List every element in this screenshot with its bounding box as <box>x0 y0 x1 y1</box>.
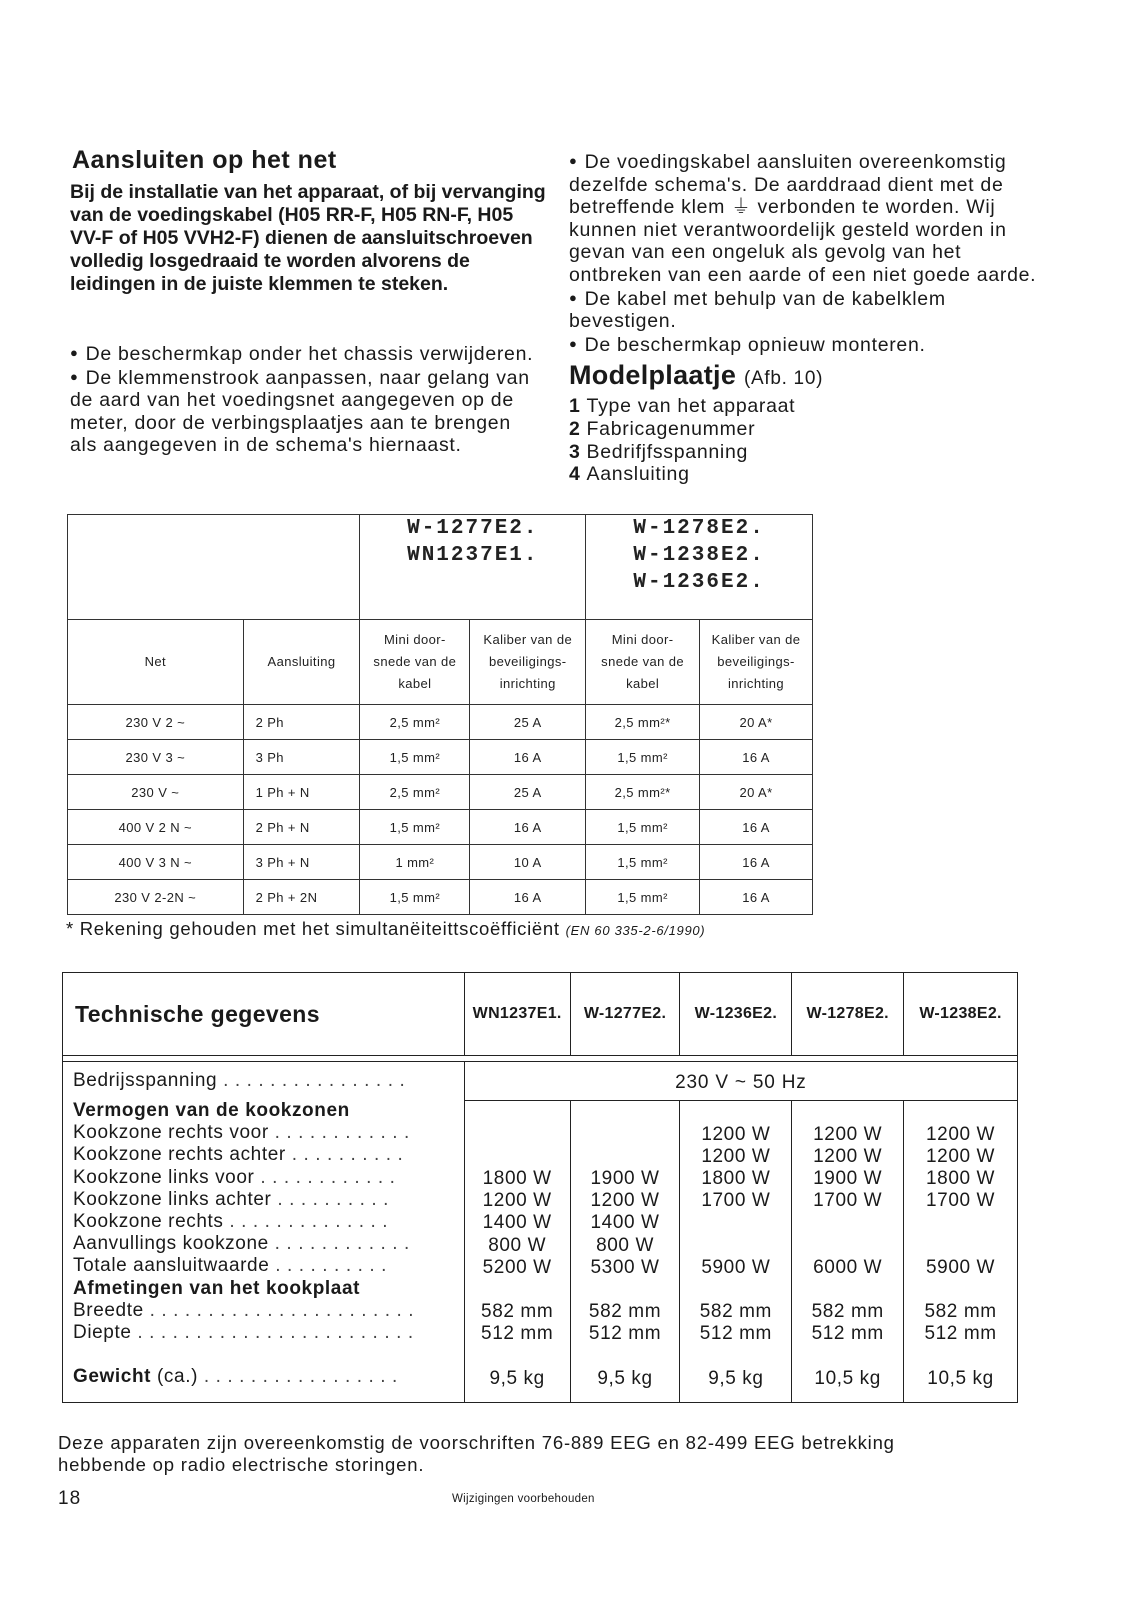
value-cell: 6000 W <box>813 1256 883 1278</box>
value-cell <box>793 1235 902 1257</box>
item-number: 3 <box>569 440 581 463</box>
item-number: 2 <box>569 417 581 440</box>
value-cell: 9,5 kg <box>489 1367 545 1389</box>
section-title-modelplaatje <box>569 359 1039 395</box>
value-cell <box>572 1146 679 1168</box>
table-row <box>68 845 813 880</box>
dot-leader: . . . . . . . . . . <box>271 1188 390 1210</box>
value-cell: 1200 W <box>482 1190 552 1212</box>
dot-leader: . . . . . . . . . . . . . . . . . . . . . . . . <box>131 1321 414 1343</box>
row-label <box>73 1366 463 1388</box>
model-code: WN1237E1. <box>407 544 539 567</box>
cell-kaliber: 16 A <box>700 740 813 775</box>
bullet-item: ● De beschermkap opnieuw monteren. <box>569 333 1039 357</box>
dot-leader: . . . . . . . . . . <box>285 1144 404 1166</box>
tech-body-row <box>63 1100 1018 1403</box>
figure-reference: (Afb. 10) <box>743 368 824 390</box>
value-cell: 1400 W <box>482 1212 552 1234</box>
value-cell: 1200 W <box>926 1123 996 1145</box>
row-label <box>73 1144 463 1166</box>
cell-doorsnede: 2,5 mm² <box>360 775 470 810</box>
cell-kaliber: 20 A* <box>700 775 813 810</box>
dot-leader: . . . . . . . . . . . . <box>254 1166 396 1188</box>
label-text: Kookzone rechts achter <box>73 1144 286 1166</box>
voltage-value: 230 V ~ 50 Hz <box>464 1062 1017 1101</box>
dot-leader: . . . . . . . . . . . . . . . . <box>217 1070 406 1091</box>
value-cell: 1800 W <box>482 1168 552 1190</box>
value-cell: 800 W <box>488 1234 547 1256</box>
value-cell <box>681 1235 790 1257</box>
empty-header-cell <box>68 515 360 620</box>
cell-doorsnede: 2,5 mm²* <box>586 705 700 740</box>
value-cell <box>905 1235 1016 1257</box>
value-cell: 10,5 kg <box>927 1367 994 1389</box>
cell-kaliber: 25 A <box>470 775 586 810</box>
value-cell <box>793 1102 902 1124</box>
cell-kaliber: 10 A <box>470 845 586 880</box>
value-cell: 800 W <box>596 1234 654 1256</box>
value-cell: 1700 W <box>701 1190 771 1212</box>
cell-kaliber: 16 A <box>470 880 586 915</box>
value-cell: 9,5 kg <box>597 1367 653 1389</box>
table-row <box>68 810 813 845</box>
tech-labels <box>63 1100 465 1403</box>
label-text: Aanvullings kookzone <box>73 1233 269 1255</box>
cell-doorsnede: 1,5 mm² <box>586 880 700 915</box>
col-header-net: Net <box>68 620 244 705</box>
model-code: W-1236E2. <box>633 571 765 594</box>
value-cell <box>466 1146 569 1168</box>
cell-aansluiting: 1 Ph + N <box>243 775 360 810</box>
value-cell: 5900 W <box>701 1256 771 1278</box>
value-cell: 1200 W <box>813 1145 883 1167</box>
item-text: Type van het apparaat <box>586 395 796 418</box>
model-code: W-1238E2. <box>633 544 765 567</box>
group-heading: Vermogen van de kookzonen <box>73 1100 350 1121</box>
technical-data-table <box>62 972 1018 1403</box>
value-cell <box>905 1279 1016 1301</box>
value-cell: 1400 W <box>590 1212 660 1234</box>
bullet-item: ● De beschermkap onder het chassis verwijderen. <box>70 342 540 366</box>
model-values <box>680 1100 792 1403</box>
item-text: Bedrifjfsspanning <box>586 440 749 463</box>
label-text: Kookzone links achter <box>73 1188 272 1210</box>
table-footnote <box>66 918 705 940</box>
group-heading: Afmetingen van het kookplaat <box>73 1277 361 1299</box>
modelplaatje-item <box>569 395 1039 418</box>
model-values <box>792 1100 904 1403</box>
column-header-row <box>68 620 813 705</box>
cell-aansluiting: 3 Ph <box>243 740 360 775</box>
bullet-item: ● De kabel met behulp van de kabelklem bevestigen. <box>569 287 1039 333</box>
item-text: Fabricagenummer <box>586 417 756 440</box>
regulation-note: Deze apparaten zijn overeenkomstig de voorschriften 76-889 EEG en 82-499 EEG betrekking hebbende op radio electrische storingen. <box>58 1432 895 1475</box>
row-label <box>73 1255 463 1277</box>
cell-kaliber: 20 A* <box>700 705 813 740</box>
cell-doorsnede: 1,5 mm² <box>360 880 470 915</box>
cell-kaliber: 16 A <box>700 810 813 845</box>
row-label <box>73 1322 463 1344</box>
value-cell <box>572 1279 679 1301</box>
col-header-doorsnede: Mini door- snede van de kabel <box>360 620 470 705</box>
cell-kaliber: 16 A <box>470 740 586 775</box>
model-group-1 <box>360 515 586 620</box>
model-column-header: W-1238E2. <box>904 973 1018 1056</box>
cell-doorsnede: 1 mm² <box>360 845 470 880</box>
value-cell: 512 mm <box>481 1323 554 1345</box>
value-cell <box>905 1102 1016 1124</box>
model-values <box>904 1100 1018 1403</box>
table-row <box>68 880 813 915</box>
value-cell: 5300 W <box>590 1256 660 1278</box>
value-cell: 582 mm <box>588 1301 662 1323</box>
model-column-header: W-1277E2. <box>570 973 680 1056</box>
value-cell <box>466 1279 569 1301</box>
value-cell: 582 mm <box>924 1301 997 1323</box>
voltage-row <box>63 1062 1018 1101</box>
row-label <box>73 1233 463 1255</box>
cell-kaliber: 16 A <box>470 810 586 845</box>
model-code: W-1277E2. <box>407 517 539 540</box>
table-row <box>68 740 813 775</box>
table-row <box>68 775 813 810</box>
value-cell: 1800 W <box>926 1168 996 1190</box>
model-code: W-1278E2. <box>633 517 765 540</box>
cell-net: 230 V 2 ~ <box>68 705 244 740</box>
connection-table <box>67 514 813 915</box>
value-cell: 512 mm <box>924 1323 997 1345</box>
row-label <box>73 1211 463 1233</box>
row-label <box>73 1167 463 1189</box>
row-label <box>73 1122 463 1144</box>
cell-net: 230 V 3 ~ <box>68 740 244 775</box>
col-header-kaliber: Kaliber van de beveiligings- inrichting <box>470 620 586 705</box>
value-cell: 10,5 kg <box>814 1367 881 1389</box>
label-text: Kookzone rechts voor <box>73 1122 269 1144</box>
value-cell: 1900 W <box>590 1168 660 1190</box>
modelplaatje-item <box>569 463 1039 486</box>
dot-leader: . . . . . . . . . . . . <box>268 1233 410 1255</box>
table-row <box>68 705 813 740</box>
item-number: 1 <box>569 395 581 418</box>
label-suffix: (ca.) <box>157 1366 198 1388</box>
right-column <box>569 150 1039 486</box>
value-cell: 512 mm <box>588 1323 662 1345</box>
modelplaatje-item <box>569 418 1039 441</box>
model-column-header: WN1237E1. <box>464 973 570 1056</box>
cell-aansluiting: 3 Ph + N <box>243 845 360 880</box>
tech-header-row <box>63 973 1018 1056</box>
cell-doorsnede: 1,5 mm² <box>586 845 700 880</box>
row-label <box>73 1189 463 1211</box>
footer-note: Wijzigingen voorbehouden <box>452 1493 595 1505</box>
value-cell: 1700 W <box>926 1190 996 1212</box>
cell-aansluiting: 2 Ph <box>243 705 360 740</box>
value-cell <box>466 1102 569 1124</box>
cell-doorsnede: 1,5 mm² <box>586 810 700 845</box>
value-cell: 1200 W <box>813 1123 883 1145</box>
model-values <box>464 1100 570 1403</box>
value-cell <box>793 1279 902 1301</box>
dot-leader: . . . . . . . . . . . . . . . . . . . . . . . <box>143 1299 415 1321</box>
dot-leader: . . . . . . . . . . . . . . <box>223 1210 389 1232</box>
cell-net: 230 V 2-2N ~ <box>68 880 244 915</box>
label-text: Kookzone links voor <box>73 1166 255 1188</box>
cell-doorsnede: 1,5 mm² <box>586 740 700 775</box>
dot-leader: . . . . . . . . . . . . . . . . . <box>198 1366 398 1388</box>
cell-doorsnede: 1,5 mm² <box>360 740 470 775</box>
model-column-header: W-1236E2. <box>680 973 792 1056</box>
model-group-2 <box>586 515 813 620</box>
label-text: Breedte <box>73 1299 144 1321</box>
value-cell: 582 mm <box>699 1301 772 1323</box>
cell-net: 230 V ~ <box>68 775 244 810</box>
item-number: 4 <box>569 463 581 486</box>
value-cell: 5900 W <box>926 1256 996 1278</box>
model-code-header-row <box>68 515 813 620</box>
cell-kaliber: 16 A <box>700 880 813 915</box>
cell-kaliber: 25 A <box>470 705 586 740</box>
value-cell: 582 mm <box>811 1301 884 1323</box>
cell-aansluiting: 2 Ph + 2N <box>243 880 360 915</box>
cell-aansluiting: 2 Ph + N <box>243 810 360 845</box>
dot-leader: . . . . . . . . . . <box>269 1255 387 1277</box>
value-cell: 1800 W <box>701 1168 771 1190</box>
footnote-text: * Rekening gehouden met het simultanëiteittscoëfficiënt <box>66 918 560 939</box>
item-text: Aansluiting <box>586 463 690 486</box>
voltage-label: Bedrijsspanning <box>73 1070 218 1091</box>
value-cell <box>681 1212 790 1234</box>
cell-doorsnede: 2,5 mm²* <box>586 775 700 810</box>
intro-bold-paragraph: Bij de installatie van het apparaat, of bij vervanging van de voedingskabel (H05 RR-F, H05 RN-F, H05 VV-F of H05 VVH2-F) dienen de aansluitschroeven volledig losgedraaid te worden alvorens de leidingen in de juiste klemmen te steken. <box>70 181 546 295</box>
bullet-item: ● De klemmenstrook aanpassen, naar gelang van de aard van het voedingsnet aangegeven op de meter, door de verbingsplaatjes aan te brengen als aangegeven in de schema's hiernaast. <box>70 366 540 457</box>
footnote-reference: (EN 60 335-2-6/1990) <box>565 923 706 938</box>
value-cell <box>681 1279 790 1301</box>
value-cell: 1700 W <box>813 1190 883 1212</box>
tech-title: Technische gegevens <box>63 973 465 1056</box>
cell-doorsnede: 2,5 mm² <box>360 705 470 740</box>
model-values <box>570 1100 680 1403</box>
cell-doorsnede: 1,5 mm² <box>360 810 470 845</box>
value-cell: 9,5 kg <box>708 1367 764 1389</box>
value-cell: 512 mm <box>811 1323 884 1345</box>
value-cell: 1200 W <box>701 1145 771 1167</box>
voltage-label-cell <box>63 1062 465 1101</box>
bullet-item: ● De voedingskabel aansluiten overeenkomstig dezelfde schema's. De aarddraad dient met de betreffende klem ⏚ verbonden te worden. Wij kunnen niet verantwoordelijk gesteld worden in gevan van een ongeluk als gevolg van het ontbreken van een aarde of een niet goede aarde. <box>569 150 1039 287</box>
label-text: Diepte <box>73 1321 132 1343</box>
row-label <box>73 1300 463 1322</box>
value-cell <box>681 1102 790 1124</box>
value-cell <box>905 1212 1016 1234</box>
value-cell: 1200 W <box>926 1145 996 1167</box>
col-header-kaliber: Kaliber van de beveiligings- inrichting <box>700 620 813 705</box>
value-cell: 1200 W <box>701 1123 771 1145</box>
model-column-header: W-1278E2. <box>792 973 904 1056</box>
modelplaatje-item <box>569 441 1039 464</box>
modelplaatje-title: Modelplaatje <box>569 360 737 391</box>
value-cell: 1200 W <box>590 1190 660 1212</box>
value-cell <box>793 1212 902 1234</box>
value-cell: 5200 W <box>482 1256 552 1278</box>
value-cell <box>572 1124 679 1146</box>
label-text: Totale aansluitwaarde <box>73 1255 270 1277</box>
col-header-doorsnede: Mini door- snede van de kabel <box>586 620 700 705</box>
cell-kaliber: 16 A <box>700 845 813 880</box>
cell-net: 400 V 3 N ~ <box>68 845 244 880</box>
value-cell: 512 mm <box>699 1323 772 1345</box>
col-header-aansluiting: Aansluiting <box>243 620 360 705</box>
left-bullet-list <box>70 342 540 457</box>
dot-leader: . . . . . . . . . . . . <box>268 1122 410 1144</box>
value-cell: 582 mm <box>481 1301 554 1323</box>
page-number: 18 <box>58 1488 82 1509</box>
label-text: Gewicht <box>73 1366 152 1388</box>
cell-net: 400 V 2 N ~ <box>68 810 244 845</box>
section-title-aansluiten: Aansluiten op het net <box>72 146 337 174</box>
value-cell: 1900 W <box>813 1168 883 1190</box>
label-text: Kookzone rechts <box>73 1210 224 1232</box>
value-cell <box>466 1124 569 1146</box>
value-cell <box>572 1102 679 1124</box>
